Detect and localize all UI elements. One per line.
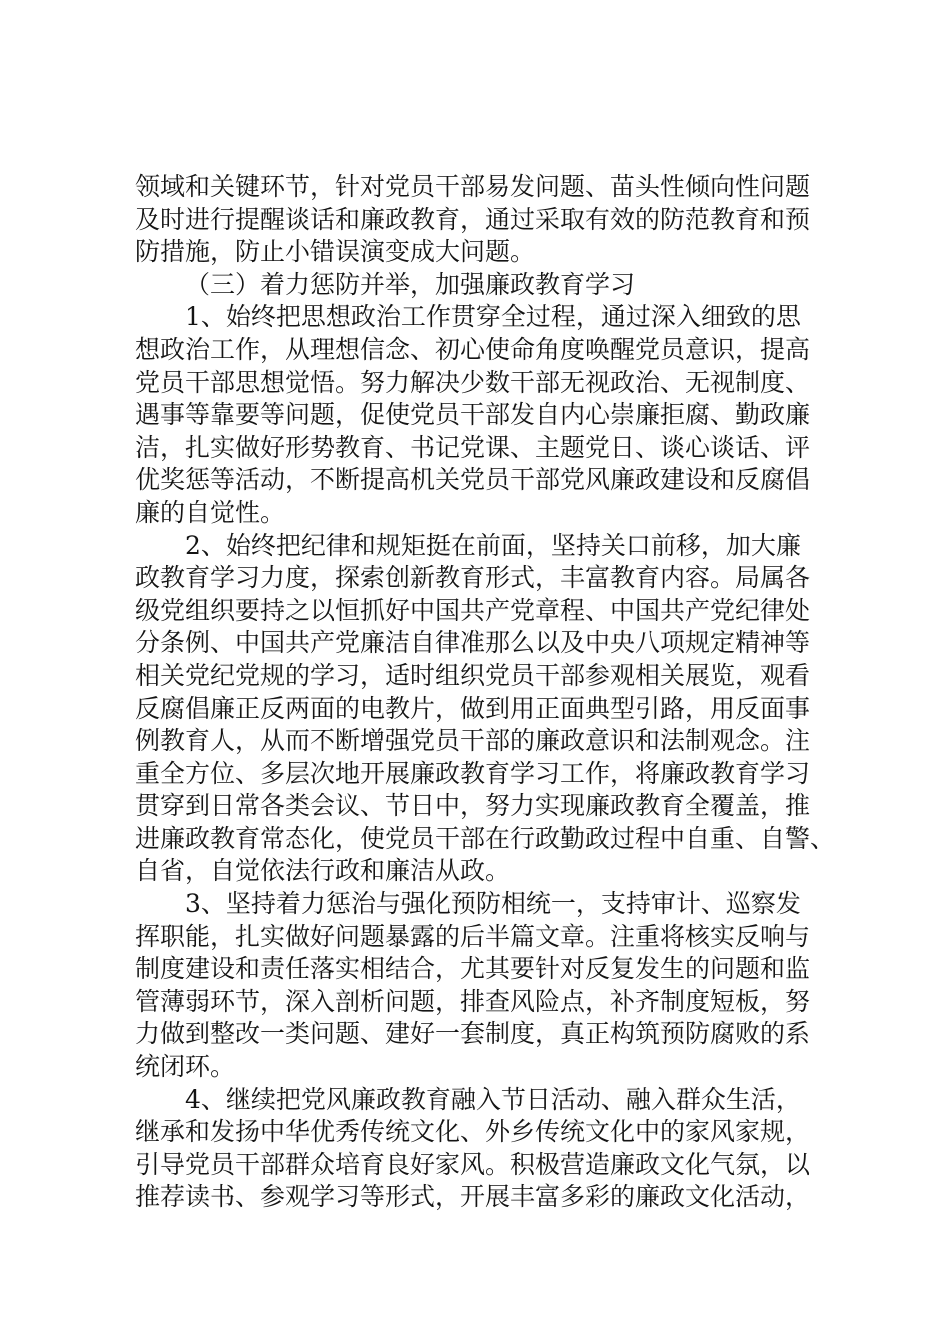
text-line: 级党组织要持之以恒抓好中国共产党章程、中国共产党纪律处 <box>135 595 811 625</box>
text-line: 进廉政教育常态化，使党员干部在行政勤政过程中自重、自警、 <box>135 823 836 853</box>
text-line: 相关党纪党规的学习，适时组织党员干部参观相关展览，观看 <box>135 660 811 690</box>
text-line: 贯穿到日常各类会议、节日中，努力实现廉政教育全覆盖，推 <box>135 791 811 821</box>
text-line: 政教育学习力度，探索创新教育形式，丰富教育内容。局属各 <box>135 563 811 593</box>
text-line: 洁，扎实做好形势教育、书记党课、主题党日、谈心谈话、评 <box>135 432 811 462</box>
text-line: 防措施，防止小错误演变成大问题。 <box>135 237 536 267</box>
text-line: 及时进行提醒谈话和廉政教育，通过采取有效的防范教育和预 <box>135 204 811 234</box>
text-line: 自省，自觉依法行政和廉洁从政。 <box>135 856 511 886</box>
text-line: 例教育人，从而不断增强党员干部的廉政意识和法制观念。注 <box>135 726 811 756</box>
paragraph-first-line: 3、坚持着力惩治与强化预防相统一，支持审计、巡察发 <box>185 889 801 919</box>
text-line: 推荐读书、参观学习等形式，开展丰富多彩的廉政文化活动， <box>135 1182 811 1212</box>
paragraph-first-line: 1、始终把思想政治工作贯穿全过程，通过深入细致的思 <box>185 302 801 332</box>
text-line: 制度建设和责任落实相结合，尤其要针对反复发生的问题和监 <box>135 954 811 984</box>
text-line: 挥职能，扎实做好问题暴露的后半篇文章。注重将核实反响与 <box>135 921 811 951</box>
paragraph-first-line: 4、继续把党风廉政教育融入节日活动、融入群众生活， <box>185 1084 801 1114</box>
text-line: 统闭环。 <box>135 1052 236 1082</box>
text-line: 党员干部思想觉悟。努力解决少数干部无视政治、无视制度、 <box>135 367 811 397</box>
text-line: 力做到整改一类问题、建好一套制度，真正构筑预防腐败的系 <box>135 1019 811 1049</box>
text-line: 管薄弱环节，深入剖析问题，排查风险点，补齐制度短板，努 <box>135 986 811 1016</box>
document-body <box>135 171 835 1214</box>
text-line: 领域和关键环节，针对党员干部易发问题、苗头性倾向性问题 <box>135 172 811 201</box>
text-line: 廉的自觉性。 <box>135 497 286 527</box>
text-line: 反腐倡廉正反两面的电教片，做到用正面典型引路，用反面事 <box>135 693 811 723</box>
text-line: 重全方位、多层次地开展廉政教育学习工作，将廉政教育学习 <box>135 758 811 788</box>
text-line: 引导党员干部群众培育良好家风。积极营造廉政文化气氛，以 <box>135 1149 811 1179</box>
section-heading: （三）着力惩防并举，加强廉政教育学习 <box>185 269 636 299</box>
text-line: 继承和发扬中华优秀传统文化、外乡传统文化中的家风家规， <box>135 1117 811 1147</box>
text-line: 遇事等靠要等问题，促使党员干部发自内心崇廉拒腐、勤政廉 <box>135 400 811 430</box>
text-line: 想政治工作，从理想信念、初心使命角度唤醒党员意识，提高 <box>135 334 811 364</box>
text-line: 优奖惩等活动，不断提高机关党员干部党风廉政建设和反腐倡 <box>135 465 811 495</box>
text-line: 分条例、中国共产党廉洁自律准那么以及中央八项规定精神等 <box>135 628 811 658</box>
paragraph-first-line: 2、始终把纪律和规矩挺在前面，坚持关口前移，加大廉 <box>185 530 801 560</box>
